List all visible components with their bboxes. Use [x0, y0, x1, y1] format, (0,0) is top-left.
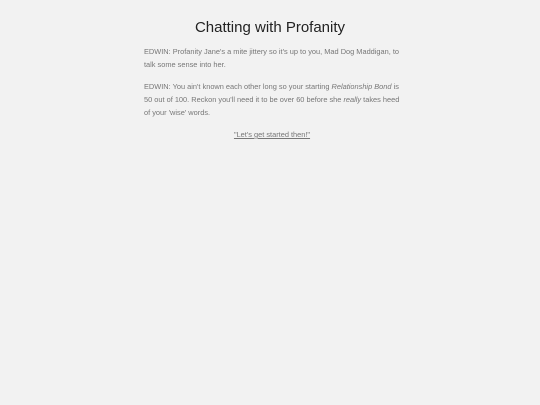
- start-link-container: [144, 128, 400, 141]
- intro-paragraph: EDWIN: Profanity Jane's a mite jittery so it's up to you, Mad Dog Maddigan, to talk some sense into her.: [144, 47, 400, 69]
- relationship-text-3: takes heed of your 'wise' words.: [144, 95, 400, 117]
- start-link[interactable]: "Let's get started then!": [233, 130, 311, 139]
- page-title: Chatting with Profanity: [194, 19, 346, 36]
- really-emphasis: really: [343, 95, 362, 104]
- relationship-text-1: EDWIN: You ain't known each other long so your starting: [144, 82, 332, 91]
- story-content: [144, 45, 400, 141]
- relationship-text-2: is 50 out of 100. Reckon you'll need it to be over 60 before she: [144, 82, 399, 104]
- relationship-bond-term: Relationship Bond: [331, 82, 392, 91]
- relationship-paragraph: [144, 80, 400, 119]
